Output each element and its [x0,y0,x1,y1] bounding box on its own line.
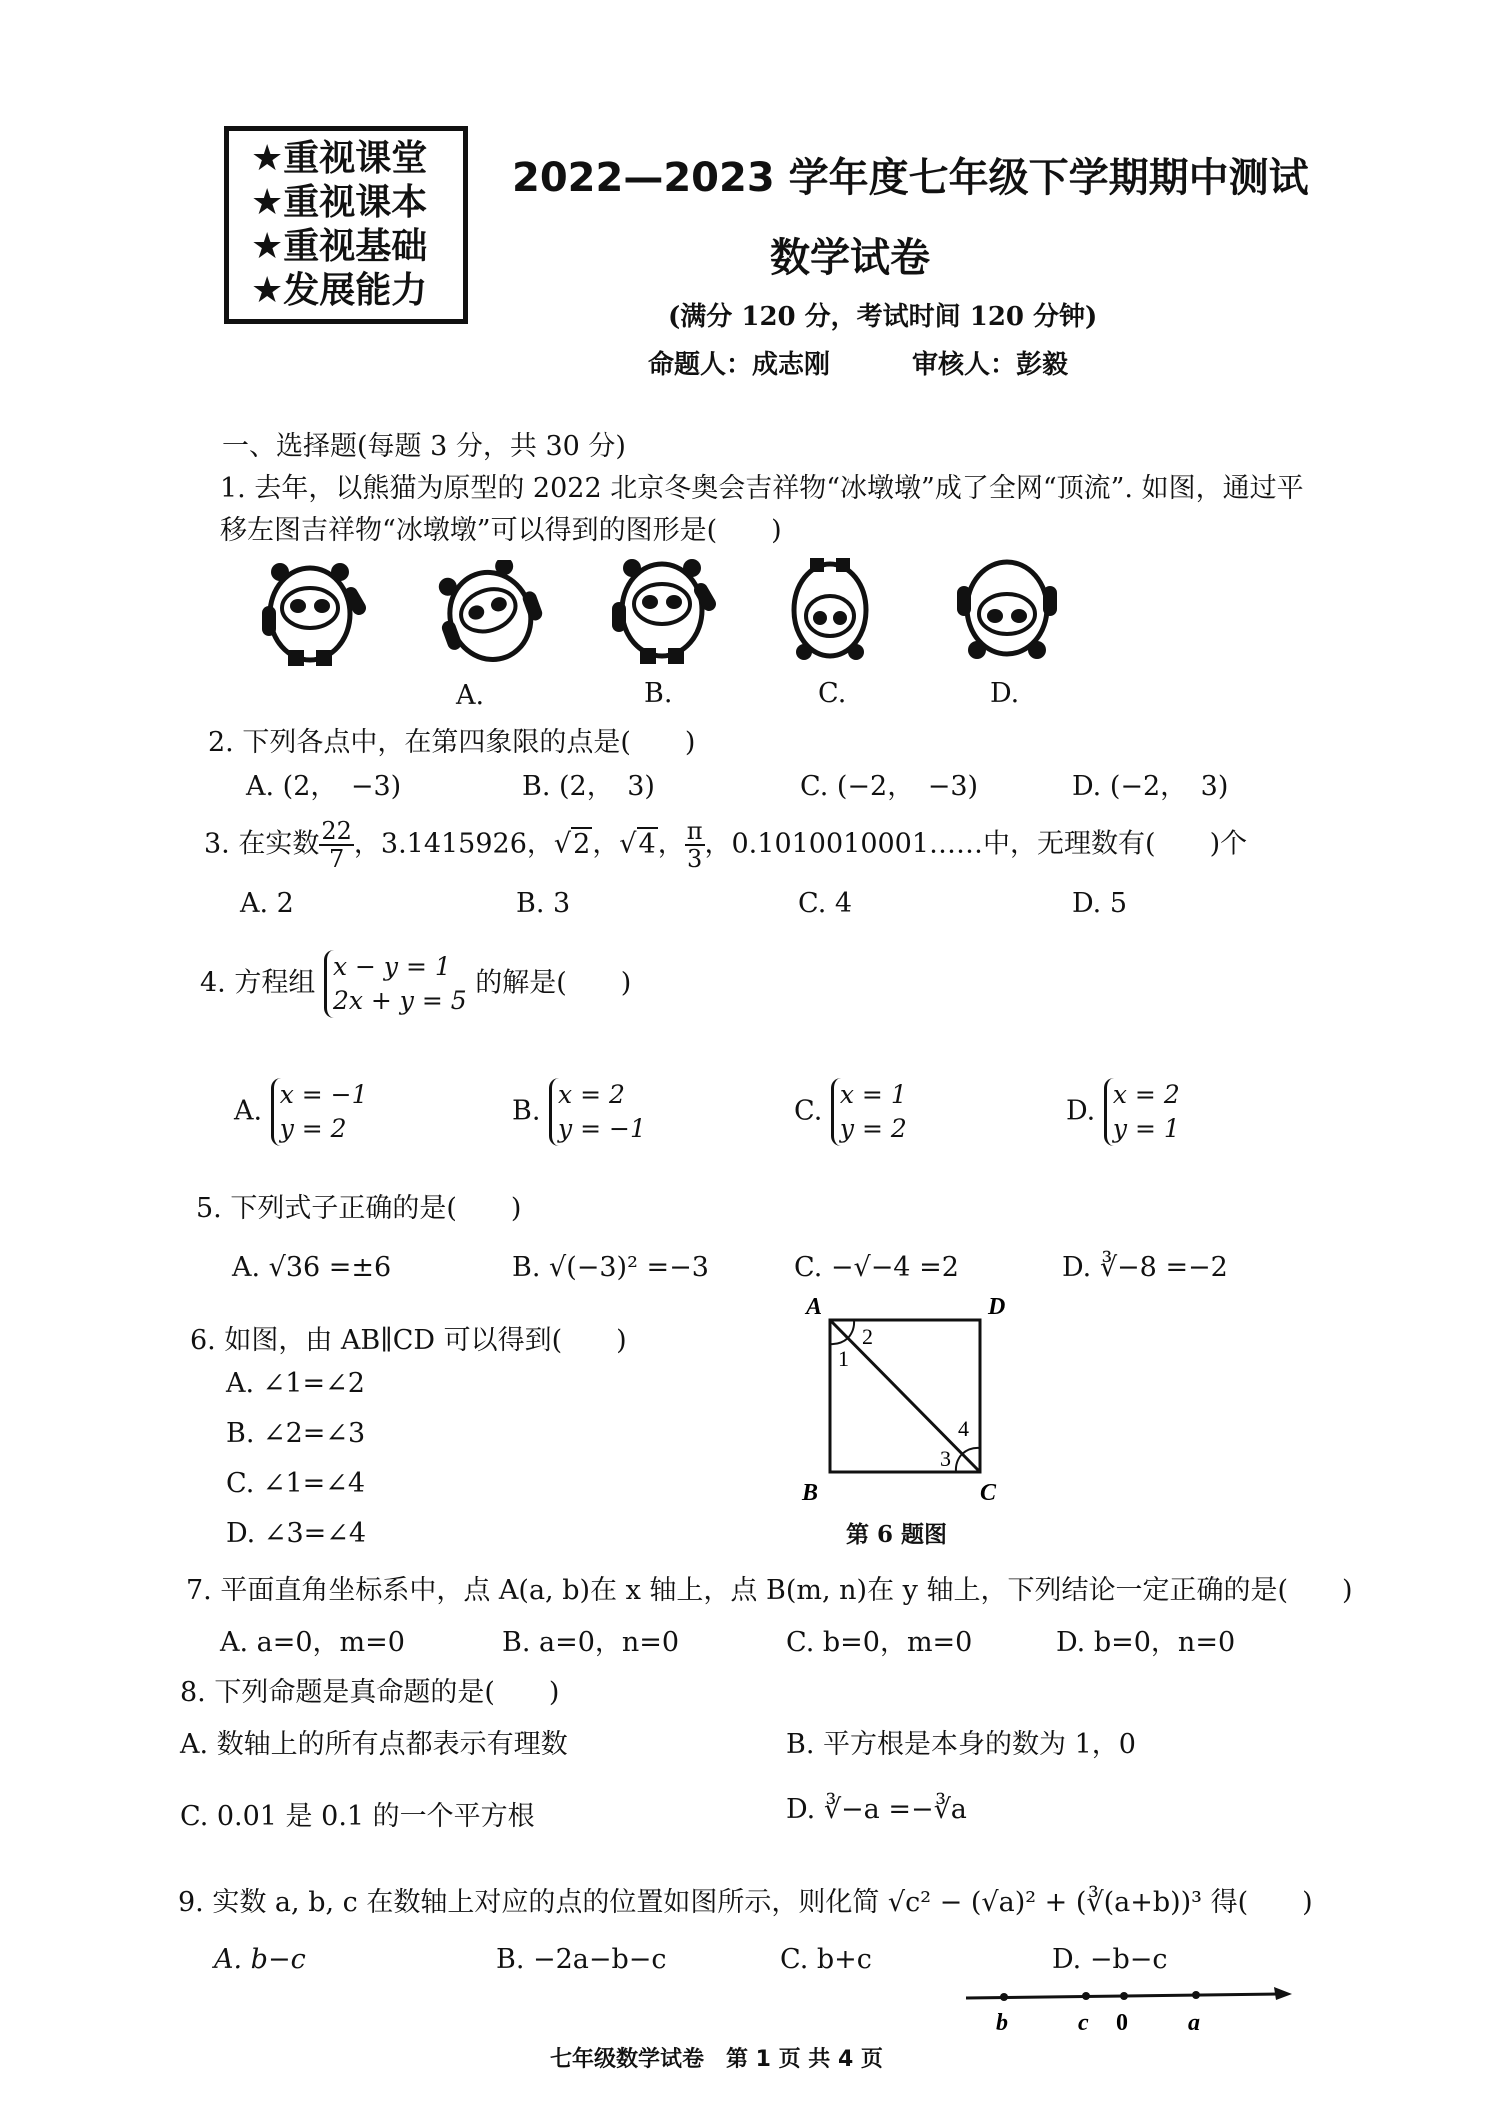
q3-option-b: B. 3 [516,888,571,919]
exam-subtitle: 数学试卷 [770,235,930,281]
q4-equation-system [324,950,467,1018]
q3-fraction-pi-3 [685,818,705,872]
q8-option-c: C. 0.01 是 0.1 的一个平方根 [180,1801,535,1832]
point-b [1000,1993,1008,2001]
q4-option-b-label: B. [512,1095,541,1127]
q4-suffix: 的解是( ) [475,967,632,999]
q4-option-a [234,1078,367,1146]
q6-label-b: B [802,1480,819,1506]
number-line-label-zero: 0 [1116,2010,1128,2036]
q4-a-l2: y = 2 [279,1114,347,1143]
q4-c-l2: y = 2 [839,1114,907,1143]
q3-sqrt2: 2 [573,828,591,860]
page-footer: 七年级数学试卷 第 1 页 共 4 页 [550,2047,883,2072]
q6-arc-3 [956,1454,962,1472]
q6-angle-3: 3 [940,1446,951,1471]
q7-option-c: C. b=0，m=0 [786,1627,973,1658]
q8-option-d: D. ∛−a =−∛a [786,1794,967,1825]
q6-angle-2: 2 [862,1324,873,1349]
q4-option-d-system [1104,1078,1180,1146]
q4-eq1: x − y = 1 [332,952,451,981]
q2-option-a: A. (2， −3) [246,771,402,802]
q1-label-c: C. [818,678,847,709]
q6-arc-2 [848,1320,854,1338]
number-line-label-b: b [996,2010,1008,2036]
q8-option-a: A. 数轴上的所有点都表示有理数 [180,1729,568,1760]
q6-square-diagram [796,1286,1026,1512]
q5-option-c: C. −√−4 =2 [794,1252,959,1283]
q6-option-b: B. ∠2=∠3 [226,1418,366,1449]
question-4-stem [200,950,631,1018]
q9-option-c: C. b+c [780,1944,872,1975]
q3-pi-den: 3 [686,845,703,873]
q4-option-b [512,1078,646,1146]
motto-box [224,126,468,324]
q3-fraction-22-7 [319,818,354,872]
q4-b-l2: y = −1 [558,1114,646,1143]
q3-option-d: D. 5 [1072,888,1128,919]
q4-d-l2: y = 1 [1112,1114,1180,1143]
q2-option-c: C. (−2， −3) [800,771,979,802]
q1-label-b: B. [644,678,673,709]
q3-option-a: A. 2 [240,888,294,919]
exam-author: 命题人：成志刚 [648,350,831,380]
motto-line: ★重视课堂 [251,138,428,179]
section-heading: 一、选择题(每题 3 分，共 30 分) [222,431,626,462]
q4-option-b-system [549,1078,646,1146]
question-1-line1: 1. 去年，以熊猫为原型的 2022 北京冬奥会吉祥物“冰墩墩”成了全网“顶流”. 如图，通过平 [220,473,1304,504]
question-1-line2: 移左图吉祥物“冰墩墩”可以得到的图形是( ) [220,515,782,546]
motto-line: ★重视课本 [251,182,428,223]
q4-option-a-system [271,1078,368,1146]
q1-label-d: D. [990,678,1020,709]
number-line-arrow-icon [1274,1987,1292,2000]
q4-option-c-system [831,1078,907,1146]
q4-option-d [1066,1078,1180,1146]
number-line-label-c: c [1078,2010,1089,2036]
motto-line: ★重视基础 [251,226,428,267]
q4-eq2: 2x + y = 5 [332,986,467,1015]
q4-prefix: 4. 方程组 [200,967,316,999]
q4-option-a-label: A. [234,1095,263,1127]
q9-number-line [960,1984,1300,2048]
q3-pi-num: π [686,817,703,845]
q4-option-c-label: C. [794,1095,823,1127]
q4-b-l1: x = 2 [558,1080,625,1109]
q6-figure-caption: 第 6 题图 [846,1521,948,1548]
q6-option-a: A. ∠1=∠2 [226,1368,365,1399]
q9-option-d: D. −b−c [1052,1944,1168,1975]
q4-d-l1: x = 2 [1112,1080,1180,1109]
q4-option-d-label: D. [1066,1095,1096,1127]
q3-option-c: C. 4 [798,888,853,919]
exam-info: (满分 120 分，考试时间 120 分钟) [668,302,1098,332]
q7-option-b: B. a=0，n=0 [502,1627,680,1658]
q2-option-d: D. (−2， 3) [1072,771,1229,802]
q7-option-d: D. b=0，n=0 [1056,1627,1236,1658]
q2-option-b: B. (2， 3) [522,771,655,802]
question-8-stem: 8. 下列命题是真命题的是( ) [180,1677,560,1708]
q5-option-b: B. √(−3)² =−3 [512,1252,709,1283]
q7-option-a: A. a=0，m=0 [220,1627,405,1658]
q6-angle-4: 4 [958,1416,969,1441]
exam-reviewer: 审核人：彭毅 [912,350,1069,380]
mascot-option-a-image [432,560,548,670]
q6-option-c: C. ∠1=∠4 [226,1468,366,1499]
point-zero [1120,1992,1128,2000]
q6-arc-1 [830,1338,848,1344]
q3-frac-num: 22 [321,817,352,845]
mascot-option-d-image [948,548,1066,670]
q3-middle: ，3.1415926， [353,828,554,860]
q5-option-a: A. √36 =±6 [232,1252,392,1283]
q6-label-a: A [806,1294,823,1320]
q6-label-c: C [980,1480,997,1506]
mascot-original-image [250,556,370,668]
motto-line: ★发展能力 [251,270,428,311]
q4-a-l1: x = −1 [279,1080,368,1109]
question-7-stem: 7. 平面直角坐标系中，点 A(a, b)在 x 轴上，点 B(m, n)在 y 轴上，下列结论一定正确的是( ) [186,1575,1353,1606]
q6-diagonal [830,1320,980,1472]
q6-angle-1: 1 [838,1346,849,1371]
q6-option-d: D. ∠3=∠4 [226,1518,367,1549]
q1-label-a: A. [456,680,485,711]
question-6-stem: 6. 如图，由 AB∥CD 可以得到( ) [190,1325,627,1356]
question-2-stem: 2. 下列各点中，在第四象限的点是( ) [208,727,696,758]
q9-option-b: B. −2a−b−c [496,1944,667,1975]
q3-frac-den: 7 [328,845,345,873]
point-a [1192,1991,1200,1999]
q9-option-a: A. b−c [214,1944,306,1975]
q6-label-d: D [988,1294,1006,1320]
mascot-option-b-image [606,552,718,668]
point-c [1082,1992,1090,2000]
q3-sqrt4: 4 [638,828,656,860]
q6-arc-4 [962,1448,980,1454]
q8-option-b: B. 平方根是本身的数为 1，0 [786,1729,1136,1760]
number-line-label-a: a [1188,2010,1200,2036]
q4-c-l1: x = 1 [839,1080,907,1109]
question-9-stem: 9. 实数 a, b, c 在数轴上对应的点的位置如图所示，则化简 √c² − (√a)² + (∛(a+b))³ 得( ) [178,1887,1313,1918]
q4-option-c [794,1078,907,1146]
q3-prefix: 3. 在实数 [204,828,320,860]
q3-suffix: ，0.1010010001……中，无理数有( )个 [704,828,1248,860]
question-3-stem: 3. 在实数 $\frac{22}{7}$ ，3.1415926，√2，√4， $\frac{\pi}{3}$ ，0.1010010001……中，无理数有( )个 [204,817,1248,873]
exam-title: 2022—2023 学年度七年级下学期期中测试 [512,155,1309,201]
question-5-stem: 5. 下列式子正确的是( ) [196,1193,522,1224]
mascot-option-c-image [780,552,880,670]
q5-option-d: D. ∛−8 =−2 [1062,1252,1228,1283]
